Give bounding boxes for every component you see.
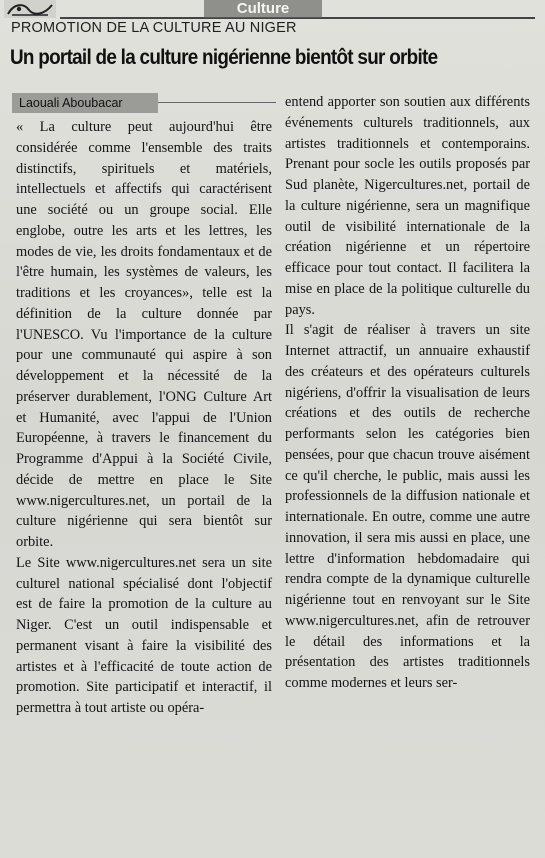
article-kicker: PROMOTION DE LA CULTURE AU NIGER (11, 20, 297, 36)
article-byline: Laouali Aboubacar (12, 93, 158, 113)
paragraph: Il s'agit de réaliser à travers un site Internet attractif, un annuaire exhaustif des créateurs et des opérateurs culturels nigériens, d'offrir la visualisation de leurs créations et des outils de recherche performants selon les catégories bien pensées, pour que chacun trouve aisément ce qu'il cherche, le public, mais aussi les professionnels de la diffusion nationale et internationale. En outre, comme une autre innovation, il sera mis aussi en place, une lettre d'information hebdomadaire qui rendra compte de la dynamique culturelle nigérienne tout en renvoyant sur le Site www.nigercultures.net, afin de retrouver le détail des informations et la présentation des artistes traditionnels comme modernes et leurs ser- (285, 322, 530, 691)
byline-rule (158, 102, 276, 103)
newspaper-logo-icon (4, 0, 56, 18)
paragraph: « La culture peut aujourd'hui être considérée comme l'ensemble des traits distinctifs, spirituels et matériels, intellectuels et affectifs qui caractérisent une société ou un groupe social. Elle englobe, outre les arts et les lettres, les modes de vie, les droits fondamentaux et de l'être humain, les systèmes de valeurs, les traditions et les croyances», telle est la définition de la culture donnée par l'UNESCO. Vu l'importance de la culture pour une communauté qui aspire à son développement et la nécessité de la préserver durablement, l'ONG Culture Art et Humanité, avec l'appui de l'Union Européenne, à travers le financement du Programme d'Appui à la Société Civile, décide de mettre en place le Site www.nigercultures.net, un portail de la culture nigérienne qui sera bientôt sur orbite. (16, 119, 272, 550)
paragraph: Le Site www.nigercultures.net sera un site culturel national spécialisé dont l'objectif est de faire la promotion de la culture au Niger. C'est un outil indispensable et permanent visant à faire la visibilité des artistes et à l'efficacité de toute action de promotion. Site participatif et interactif, il permettra à tout artiste ou opéra- (16, 554, 272, 716)
article-column-right (285, 92, 530, 694)
article-column-left (16, 117, 272, 719)
section-tab: Culture (204, 0, 322, 18)
masthead (0, 0, 545, 22)
paragraph: entend apporter son soutien aux différents événements culturels traditionnels, aux artistes traditionnels et contemporains. Prenant pour socle les outils proposés par Sud planète, Nigercultures.net, portail de la culture nigérienne, sera un magnifique outil de visibilité internationale de la création nigérienne et un répertoire efficace pour tout contact. Il facilitera la mise en place de la politique culturelle du pays. (285, 94, 530, 318)
article-headline: Un portail de la culture nigérienne bientôt sur orbite (10, 46, 438, 69)
